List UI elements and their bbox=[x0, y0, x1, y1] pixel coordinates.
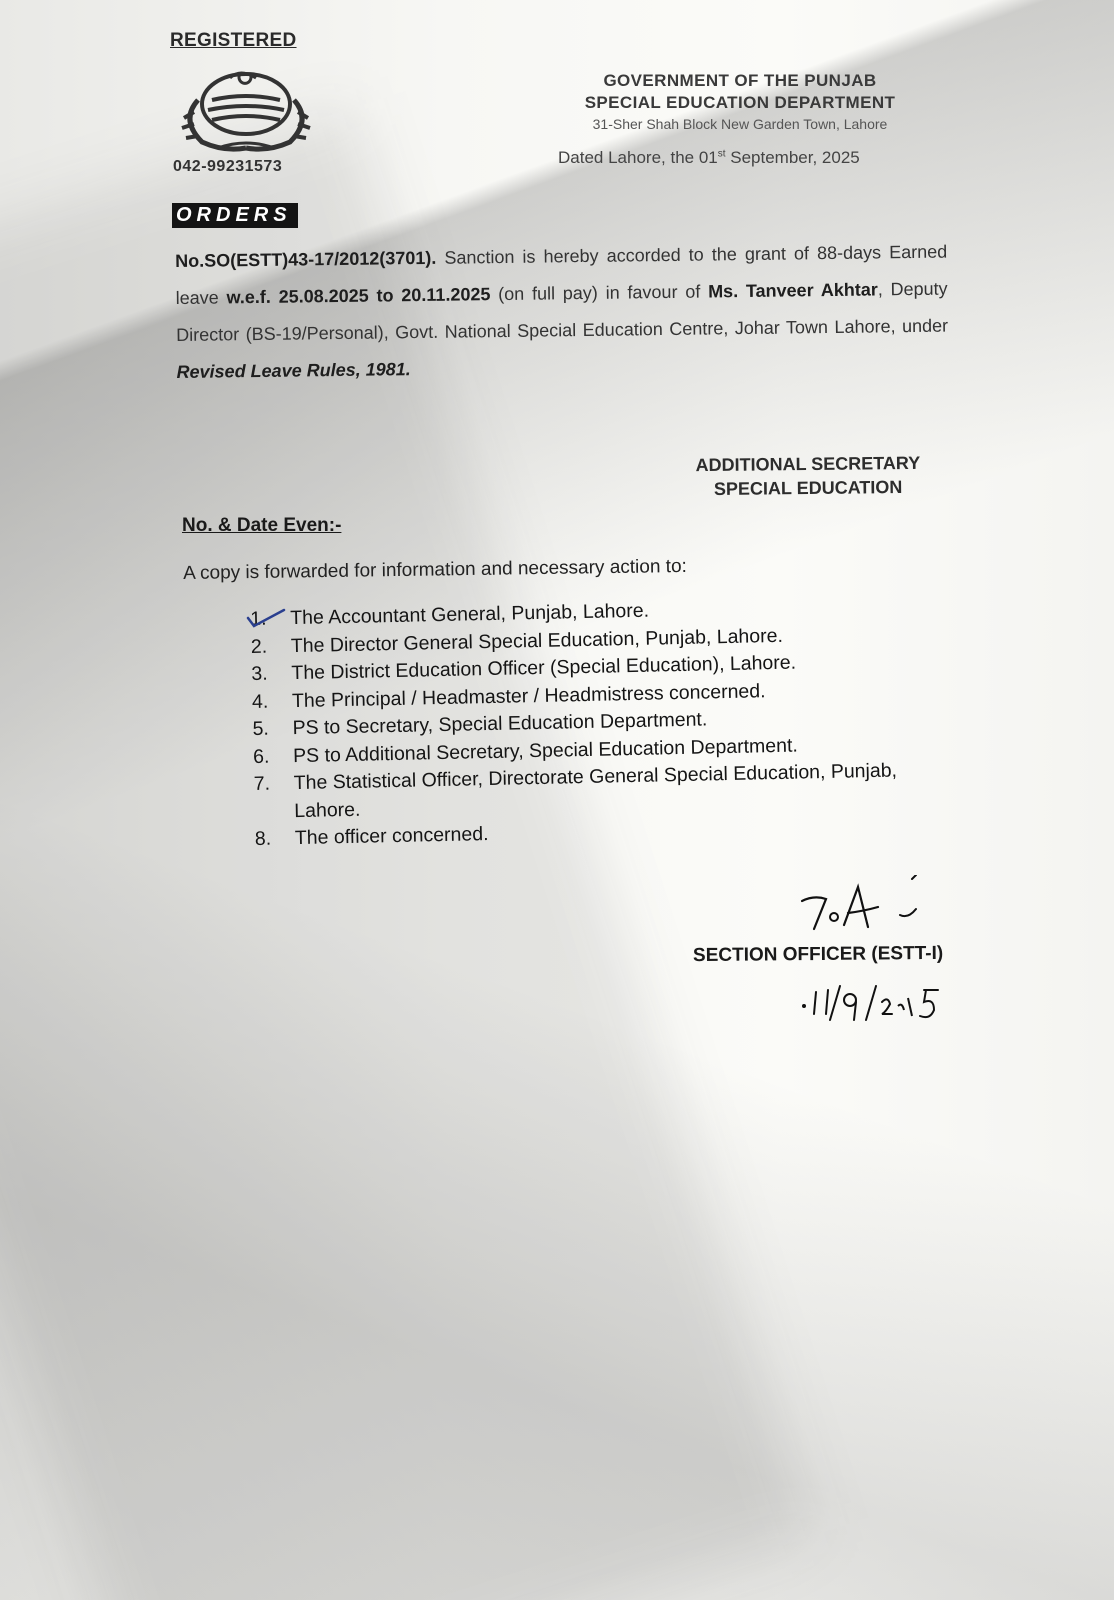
copy-forwarded-line: A copy is forwarded for information and necessary action to: bbox=[183, 555, 688, 584]
handwritten-tick-icon bbox=[246, 608, 290, 630]
punjab-emblem-icon bbox=[178, 60, 318, 156]
list-item-number: 1. bbox=[250, 607, 267, 630]
order-number: No.SO(ESTT)43-17/2012(3701). bbox=[175, 247, 437, 271]
list-item-number: 4. bbox=[251, 690, 269, 713]
list-item-number: 7. bbox=[253, 772, 271, 795]
order-paragraph bbox=[175, 234, 949, 391]
handwritten-date-icon bbox=[800, 980, 940, 1030]
list-item-text: The District Education Officer (Special Education), Lahore. bbox=[291, 651, 797, 685]
list-item-text: The Director General Special Education, Punjab, Lahore. bbox=[290, 624, 784, 657]
registered-label: REGISTERED bbox=[170, 30, 297, 51]
recipient-list bbox=[250, 591, 955, 853]
list-item-text: The Principal / Headmaster / Headmistress concerned. bbox=[291, 679, 766, 712]
list-item-text: PS to Secretary, Special Education Department. bbox=[292, 708, 708, 740]
letterhead bbox=[540, 70, 940, 134]
signatory-title: ADDITIONAL SECRETARY bbox=[695, 452, 921, 476]
order-text-2: (on full pay) in favour of bbox=[490, 281, 709, 305]
list-item-number: 5. bbox=[252, 717, 270, 740]
dated-prefix: Dated Lahore, the 01 bbox=[558, 148, 718, 167]
list-item-text: PS to Additional Secretary, Special Education Department. bbox=[292, 734, 799, 767]
officer-name: Ms. Tanveer Akhtar bbox=[707, 279, 878, 302]
phone-number: 042-99231573 bbox=[173, 158, 283, 175]
handwritten-signature-icon bbox=[800, 875, 940, 935]
orders-heading: ORDERS bbox=[172, 203, 298, 228]
list-item-number: 2. bbox=[250, 635, 268, 658]
government-title: GOVERNMENT OF THE PUNJAB bbox=[603, 71, 877, 90]
leave-period: w.e.f. 25.08.2025 to 20.11.2025 bbox=[226, 284, 491, 308]
signatory-department: SPECIAL EDUCATION bbox=[713, 477, 903, 499]
list-item-number: 3. bbox=[251, 662, 268, 685]
signatory-block bbox=[668, 451, 948, 502]
list-item-text: The officer concerned. bbox=[294, 823, 489, 850]
dated-suffix: September, 2025 bbox=[725, 148, 860, 167]
order-text-1: Sanction is hereby accorded to the grant of 88-days Earned leave bbox=[175, 241, 948, 308]
list-item-number: 8. bbox=[254, 827, 272, 850]
dated-superscript: st bbox=[717, 148, 726, 160]
leave-rules: Revised Leave Rules, 1981. bbox=[176, 359, 411, 382]
department-address: 31-Sher Shah Block New Garden Town, Lahore bbox=[592, 116, 888, 132]
list-item-number: 6. bbox=[252, 745, 270, 768]
no-date-even-heading: No. & Date Even:- bbox=[182, 515, 342, 536]
list-item-text: The Statistical Officer, Directorate General Special Education, Punjab, Lahore. bbox=[293, 759, 898, 822]
department-title: SPECIAL EDUCATION DEPARTMENT bbox=[584, 93, 896, 112]
section-officer-title: SECTION OFFICER (ESTT-I) bbox=[692, 942, 944, 967]
list-item-text: The Accountant General, Punjab, Lahore. bbox=[290, 599, 650, 630]
dated-line bbox=[558, 148, 860, 168]
order-text-3: , Deputy Director (BS-19/Personal), Govt. National Special Education Centre, Johar Town Lahore, under bbox=[176, 278, 949, 345]
